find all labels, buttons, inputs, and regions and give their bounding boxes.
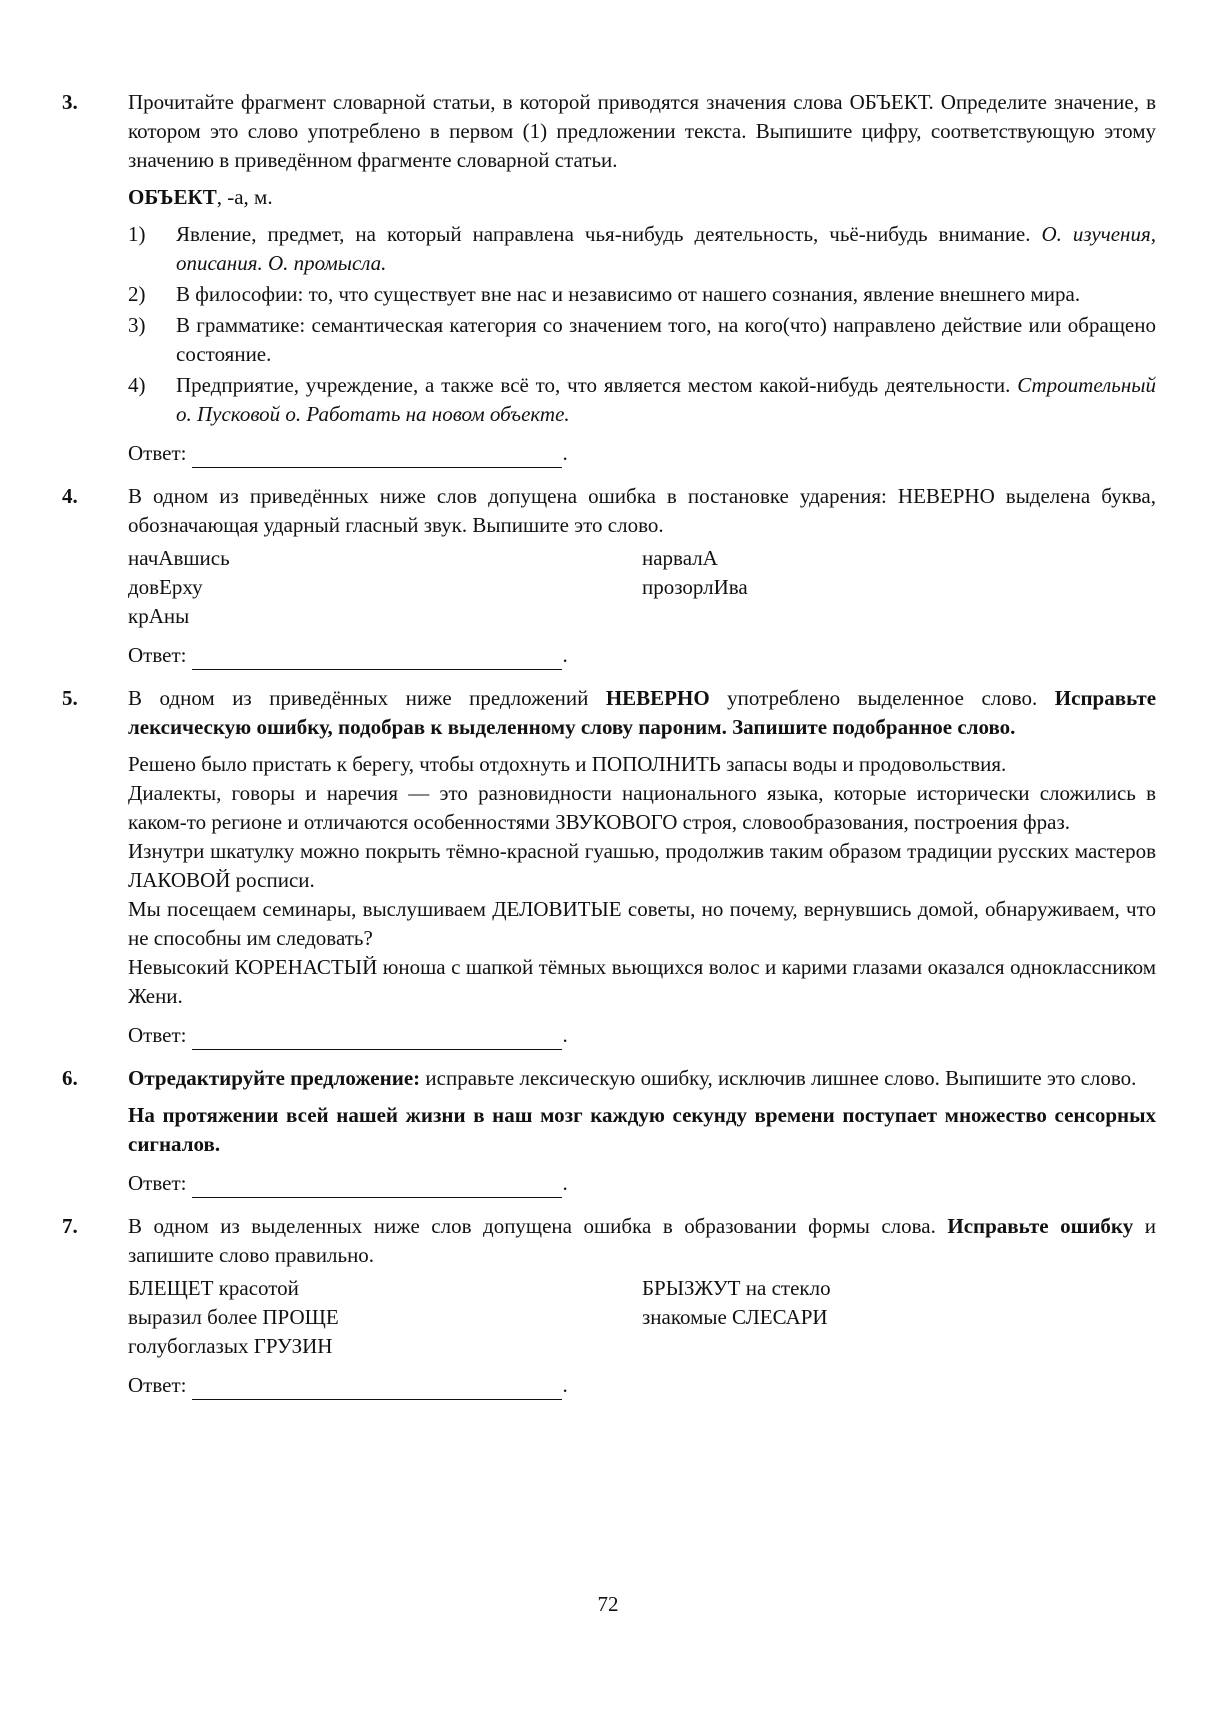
task-4 <box>62 482 1156 670</box>
sentence: Невысокий КОРЕНАСТЫЙ юноша с шапкой тёмных вьющихся волос и карими глазами оказался одноклассником Жени. <box>128 955 1156 1008</box>
definition-item <box>128 371 1156 429</box>
task-number: 3. <box>62 90 78 114</box>
definition-item <box>128 280 1156 309</box>
definition-text: Предприятие, учреждение, а также всё то, что является местом какой-нибудь деятельности. Строительный о. Пусковой о. Работать на новом объекте. <box>176 373 1156 426</box>
task-prompt: В одном из приведённых ниже предложений НЕВЕРНО употреблено выделенное слово. Исправьте лексическую ошибку, подобрав к выделенному слову пароним. Запишите подобранное слово. <box>128 686 1157 739</box>
answer-row: Ответ: . <box>128 439 1156 468</box>
word-option: начАвшись <box>128 546 230 570</box>
phrase-option: знакомые СЛЕСАРИ <box>642 1305 828 1329</box>
answer-field[interactable] <box>192 1027 562 1050</box>
answer-row: Ответ: . <box>128 1371 1156 1400</box>
answer-label: Ответ: <box>128 1373 187 1397</box>
task-7 <box>62 1212 1156 1400</box>
word-column-left <box>128 544 642 631</box>
task-prompt: Отредактируйте предложение: исправьте лексическую ошибку, исключив лишнее слово. Выпишите это слово. <box>128 1066 1137 1090</box>
definition-text: В философии: то, что существует вне нас и независимо от нашего сознания, явление внешнего мира. <box>176 282 1081 306</box>
phrase-option: БРЫЗЖУТ на стекло <box>642 1276 831 1300</box>
answer-field[interactable] <box>192 445 562 468</box>
task-prompt: В одном из приведённых ниже слов допущена ошибка в постановке ударения: НЕВЕРНО выделена буква, обозначающая ударный гласный звук. Выпишите это слово. <box>128 484 1156 537</box>
word-options <box>128 544 1156 631</box>
phrase-option: БЛЕЩЕТ красотой <box>128 1276 299 1300</box>
sentence-to-edit: На протяжении всей нашей жизни в наш мозг каждую секунду времени поступает множество сенсорных сигналов. <box>128 1103 1156 1156</box>
task-prompt: Прочитайте фрагмент словарной статьи, в которой приводятся значения слова ОБЪЕКТ. Определите значение, в котором это слово употреблено в первом (1) предложении текста. Выпишите цифру, соответствующую этому значению в приведённом фрагменте словарной статьи. <box>128 90 1156 172</box>
task-6 <box>62 1064 1156 1198</box>
word-column-right <box>642 544 1156 631</box>
headword: ОБЪЕКТ <box>128 185 217 209</box>
word-option: нарвалА <box>642 546 718 570</box>
definition-text: Явление, предмет, на который направлена чья-нибудь деятельность, чьё-нибудь внимание. О. изучения, описания. О. промысла. <box>176 222 1156 275</box>
task-number: 4. <box>62 484 78 508</box>
answer-field[interactable] <box>192 1175 562 1198</box>
answer-row: Ответ: . <box>128 1021 1156 1050</box>
task-3 <box>62 88 1156 468</box>
phrase-option: выразил более ПРОЩЕ <box>128 1305 339 1329</box>
definition-text: В грамматике: семантическая категория со значением того, на кого(что) направлено действие или обращено состояние. <box>176 313 1156 366</box>
answer-label: Ответ: <box>128 1023 187 1047</box>
definition-example: О. изучения, описания. О. промысла. <box>176 222 1156 275</box>
phrase-options <box>128 1274 1156 1361</box>
answer-label: Ответ: <box>128 441 187 465</box>
task-instruction: Исправьте лексическую ошибку, подобрав к выделенному слову пароним. Запишите подобранное слово. <box>128 686 1157 739</box>
task-number: 6. <box>62 1066 78 1090</box>
phrase-option: голубоглазых ГРУЗИН <box>128 1334 333 1358</box>
task-number: 7. <box>62 1214 78 1238</box>
sentence: Решено было пристать к берегу, чтобы отдохнуть и ПОПОЛНИТЬ запасы воды и продовольствия. <box>128 752 1007 776</box>
definition-number: 4) <box>128 373 146 397</box>
definition-example: Строительный о. Пусковой о. Работать на новом объекте. <box>176 373 1156 426</box>
headword-grammar: , -а, м. <box>216 185 273 209</box>
answer-row: Ответ: . <box>128 1169 1156 1198</box>
definition-number: 3) <box>128 313 146 337</box>
phrase-column-left <box>128 1274 642 1361</box>
definition-item <box>128 311 1156 369</box>
dictionary-headword-line <box>128 183 1156 212</box>
answer-field[interactable] <box>192 647 562 670</box>
word-option: крАны <box>128 604 190 628</box>
answer-row: Ответ: . <box>128 641 1156 670</box>
word-option: прозорлИва <box>642 575 748 599</box>
phrase-column-right <box>642 1274 1156 1361</box>
task-number: 5. <box>62 686 78 710</box>
definition-number: 1) <box>128 222 146 246</box>
page-number: 72 <box>597 1592 619 1616</box>
task-5 <box>62 684 1156 1050</box>
word-option: довЕрху <box>128 575 203 599</box>
task-prompt: В одном из выделенных ниже слов допущена ошибка в образовании формы слова. Исправьте ошибку и запишите слово правильно. <box>128 1214 1156 1267</box>
sentence: Изнутри шкатулку можно покрыть тёмно-красной гуашью, продолжив таким образом традиции русских мастеров ЛАКОВОЙ росписи. <box>128 839 1156 892</box>
answer-label: Ответ: <box>128 1171 187 1195</box>
definition-item <box>128 220 1156 278</box>
sentence: Диалекты, говоры и наречия — это разновидности национального языка, которые исторически сложились в каком-то регионе и отличаются особенностями ЗВУКОВОГО строя, словообразования, построения фраз. <box>128 781 1156 834</box>
sentence: Мы посещаем семинары, выслушиваем ДЕЛОВИТЫЕ советы, но почему, вернувшись домой, обнаруживаем, что не способны им следовать? <box>128 897 1156 950</box>
definition-number: 2) <box>128 282 146 306</box>
answer-field[interactable] <box>192 1377 562 1400</box>
answer-label: Ответ: <box>128 643 187 667</box>
